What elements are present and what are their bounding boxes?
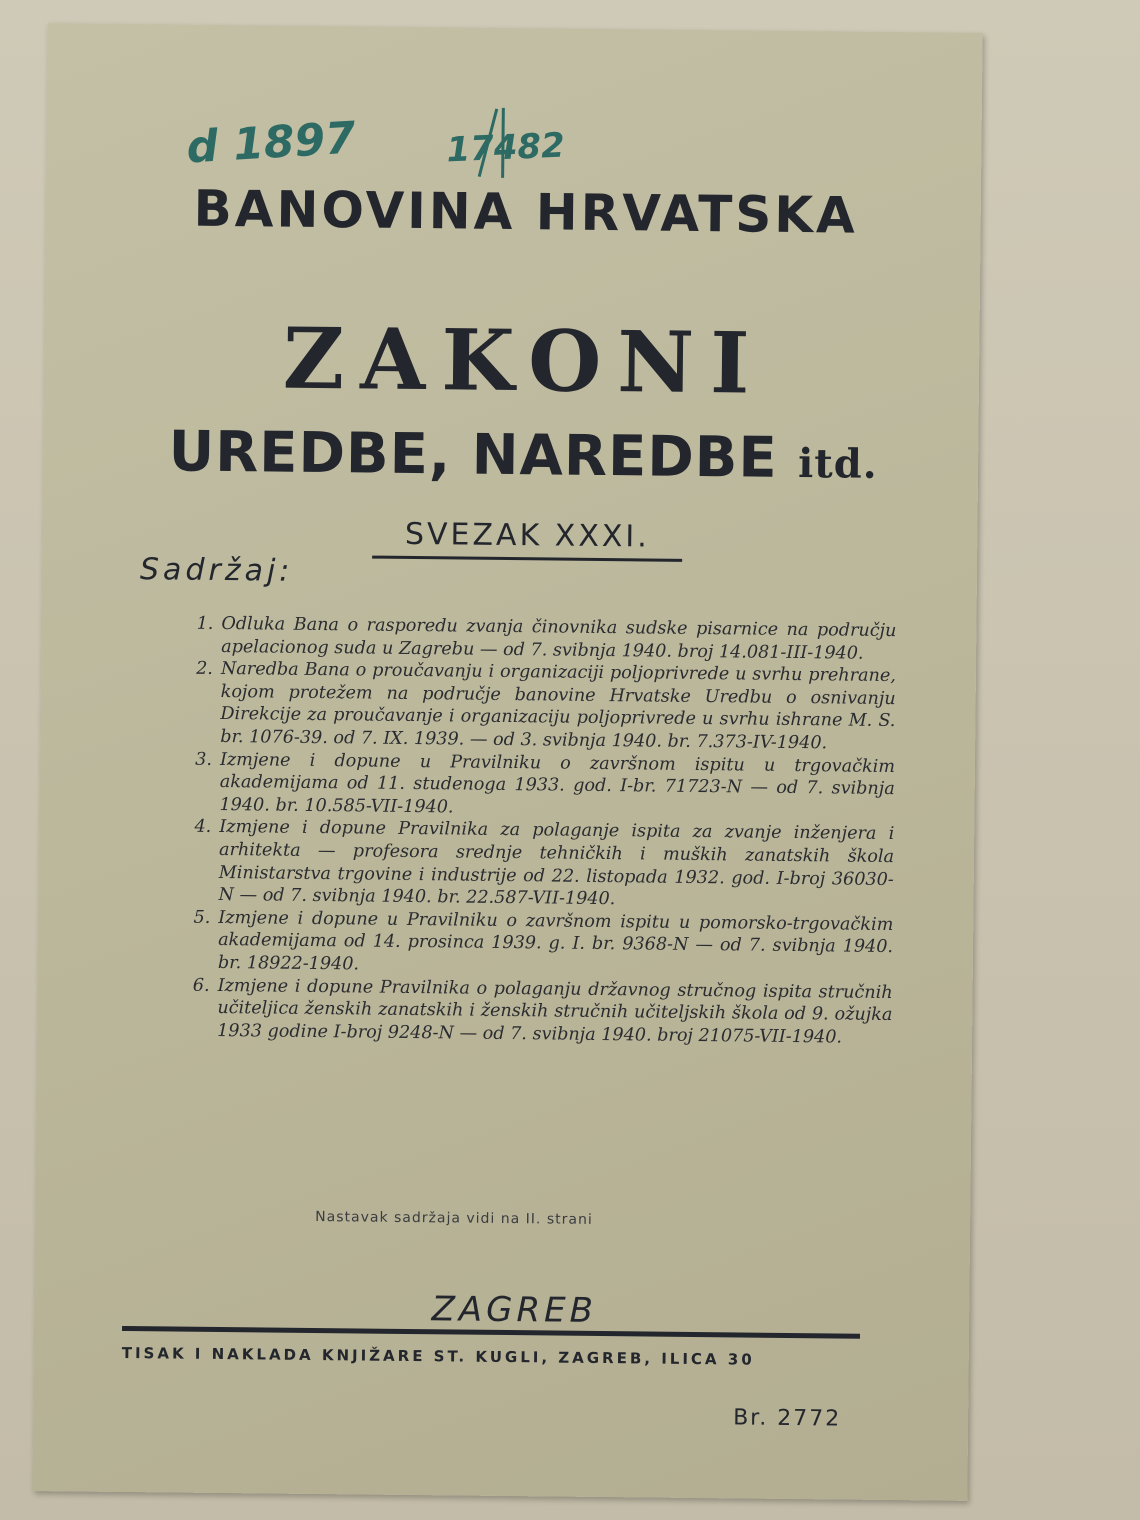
item-number: 4. [194, 817, 212, 838]
main-title: ZAKONI [282, 308, 766, 413]
printer-imprint: TISAK I NAKLADA KNJIŽARE ST. KUGLI, ZAGREB, ILICA 30 [121, 1343, 755, 1369]
item-number: 1. [196, 613, 214, 634]
item-text: Izmjene i dopune Pravilnika za polaganje ispita za zvanje inženjera i arhitekta — profesora srednje tehničkih i muških zanatskih škola Ministarstva trgovine i industrije od 22. listopada 1932. god. I-broj 36030-N — od 7. svibnja 1940. br. 22.587-VII-1940. [218, 817, 895, 910]
publication-number: Br. 2772 [733, 1405, 842, 1432]
item-text: Izmjene i dopune Pravilnika o polaganju državnog stručnog ispita stručnih učiteljica ženskih zanatskih i ženskih stručnih učiteljskih škola od 9. ožujka 1933 godine I-broj 9248-N — od 7. svibnja 1940. broj 21075-VII-1940. [217, 975, 893, 1048]
list-item [179, 748, 895, 823]
list-item [180, 658, 896, 756]
document-page [32, 23, 982, 1501]
subtitle [128, 419, 919, 492]
list-item [178, 816, 894, 914]
contents-list [177, 613, 896, 1050]
region-title: BANOVINA HRVATSKA [193, 179, 859, 245]
list-item [181, 613, 896, 666]
subtitle-suffix: itd. [797, 440, 878, 488]
publication-city: ZAGREB [431, 1289, 598, 1331]
volume-label: SVEZAK XXXI. [372, 517, 682, 562]
item-number: 5. [193, 907, 211, 928]
item-text: Odluka Bana o rasporedu zvanja činovnika sudske pisarnice na području apelacionog suda u Zagrebu — od 7. svibnja 1940. broj 14.081-III-1940. [221, 613, 897, 664]
item-text: Izmjene i dopune u Pravilniku o završnom ispitu u pomorsko-trgovačkim akademijama od 14. prosinca 1939. g. I. br. 9368-N — od 7. svibnja 1940. br. 18922-1940. [217, 907, 894, 975]
item-number: 3. [195, 749, 213, 770]
item-number: 2. [196, 658, 214, 680]
list-item [177, 974, 893, 1049]
handwritten-inventory-number: 17482 [445, 125, 566, 171]
handwritten-catalog-number: d 1897 [185, 112, 358, 174]
list-item [178, 906, 894, 981]
subtitle-text: UREDBE, NAREDBE [168, 419, 779, 491]
item-text: Izmjene i dopune u Pravilniku o završnom ispitu u trgovačkim akademijama od 11. studenoga 1933. god. I-br. 71723-N — od 7. svibnja 1940. br. 10.585-VII-1940. [219, 749, 896, 818]
item-text: Naredba Bana o proučavanju i organizaciji poljoprivrede u svrhu prehrane, kojom protežem na područje banovine Hrvatske Uredbu o osnivanju Direkcije za proučavanje i organizaciju poljoprivrede u svrhu ishrane M. S. br. 1076-39. od 7. IX. 1939. — od 3. svibnja 1940. br. 7.373-IV-1940. [220, 659, 897, 754]
item-number: 6. [192, 975, 210, 996]
contents-heading: Sadržaj: [139, 552, 294, 589]
continuation-note: Nastavak sadržaja vidi na II. strani [315, 1209, 593, 1228]
